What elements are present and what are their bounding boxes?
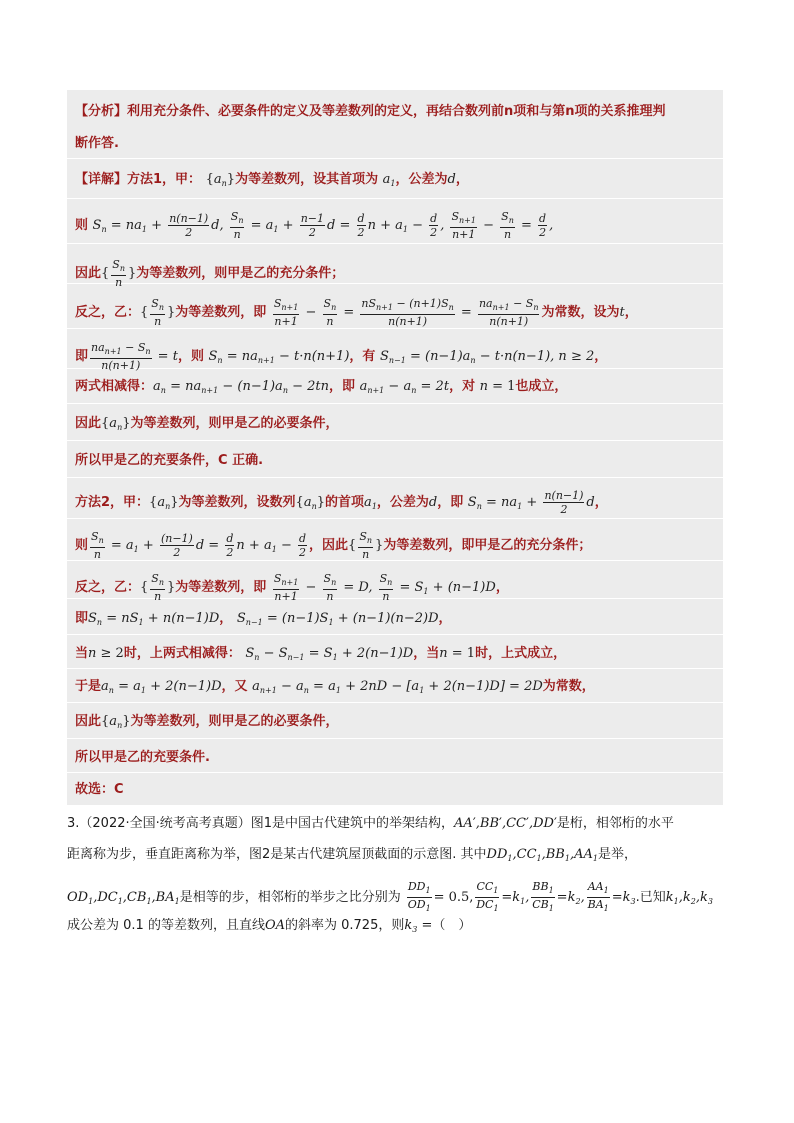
- analysis-text-cont: 断作答.: [75, 136, 119, 151]
- formula: $a_{n+1} - a_n = 2t$: [359, 379, 450, 395]
- text: ，当: [413, 646, 440, 661]
- formula: $DD_1,CC_1,BB_1,AA_1$: [486, 847, 598, 863]
- detail-line-1: [75, 171, 469, 193]
- text: ，因此: [309, 538, 349, 553]
- formula: $\{a_n\}$: [101, 416, 131, 432]
- formula: $\{a_n\}$: [149, 495, 179, 511]
- text: ，即: [329, 379, 356, 394]
- text: 为等差数列，设其首项为: [235, 172, 379, 187]
- formula: n ≥ 2: [88, 646, 124, 661]
- divider: [67, 772, 723, 773]
- question-line-2: [67, 846, 637, 868]
- detail-line-7: [75, 415, 339, 437]
- text: 两式相减得：: [75, 379, 154, 394]
- detail-line-5: [75, 341, 607, 372]
- text: 于是: [75, 679, 102, 694]
- text: 反之，乙：: [75, 580, 141, 595]
- formula: d: [428, 495, 438, 510]
- formula: AA′,BB′,CC′,DD′: [454, 816, 557, 831]
- text: ，有: [349, 349, 376, 364]
- formula: n = 1: [479, 379, 516, 394]
- text: （ ）: [432, 918, 472, 933]
- formula: $S_n - S_{n-1} = S_1 + 2(n-1)D$: [245, 646, 414, 662]
- formula: $\frac{S_{n+1}}{n+1}$ − $\frac{S_n}{n}$ = D, $\frac{S_n}{n}$ = $S_1 + (n-1)D$: [273, 572, 496, 603]
- analysis-line-cont: [75, 135, 119, 153]
- text: 距离称为步，垂直距离称为举，图2是某古代建筑屋顶截面的示意图. 其中: [67, 847, 487, 862]
- detail-tag: 【详解】: [75, 172, 128, 187]
- text: 方法2，甲：: [75, 495, 150, 510]
- formula: $\frac{S_n}{n}$ = $a_1$ + $\frac{(n-1)}{2}$ d = $\frac{d}{2}$ $n + a_1$ − $\frac{d}{2}$: [91, 530, 307, 561]
- formula: { $\frac{S_n}{n}$ }: [348, 530, 384, 561]
- method2-line-6: [75, 678, 595, 700]
- text: 时，上式成立，: [475, 646, 567, 661]
- question-line-3: [67, 880, 713, 915]
- formula: $S_n = nS_1 + n(n-1)D$: [88, 611, 220, 627]
- divider: [67, 440, 723, 441]
- analysis-text: 利用充分条件、必要条件的定义及等差数列的定义，再结合数列前n项和与第n项的关系推理判: [127, 104, 666, 119]
- text: 为等差数列，则甲是乙的必要条件，: [130, 714, 339, 729]
- formula: $\frac{S_{n+1}}{n+1}$ − $\frac{S_n}{n}$ = $\frac{nS_{n+1} - (n+1)S_n}{n(n+1)}$ = $\frac{na_{n+1} - S_n}{n(n+1)}$: [273, 297, 539, 328]
- divider: [67, 198, 723, 199]
- divider: [67, 702, 723, 703]
- text: ，: [219, 611, 233, 626]
- text: ，: [438, 611, 452, 626]
- formula: $S_{n-1} = (n-1)S_1 + (n-1)(n-2)D$: [236, 611, 439, 627]
- formula: $S_{n-1} = (n-1)a_n - t\cdot n(n-1)$, n ≥ 2: [379, 349, 595, 365]
- divider: [67, 403, 723, 404]
- text: 为等差数列，即: [175, 305, 267, 320]
- text: 是相等的步，相邻桁的举步之比分别为: [179, 890, 401, 905]
- text: 为等差数列，设数列: [178, 495, 296, 510]
- detail-line-3: [75, 258, 344, 289]
- text: 也成立，: [515, 379, 568, 394]
- text: 所以甲是乙的充要条件，C 正确.: [75, 453, 264, 468]
- formula: d: [447, 172, 456, 187]
- text: ，: [495, 580, 509, 595]
- formula: $\frac{na_{n+1} - S_n}{n(n+1)}$ = t: [91, 341, 178, 372]
- formula: $\{a_n\}$: [101, 714, 131, 730]
- text: 即: [75, 611, 89, 626]
- method2-line-9: [75, 781, 124, 799]
- text: 反之，乙：: [75, 305, 141, 320]
- text: ，公差为: [395, 172, 448, 187]
- divider: [67, 668, 723, 669]
- formula: $S_n = na_{n+1} - t\cdot n(n+1)$: [208, 349, 350, 365]
- formula: $OD_1,DC_1,CB_1,BA_1$: [67, 890, 180, 906]
- text: ，: [594, 495, 608, 510]
- formula: $k_3$ =: [404, 918, 433, 934]
- question-line-4: [67, 917, 471, 939]
- method2-line-2: [75, 530, 591, 561]
- divider: [67, 328, 723, 329]
- text: 的首项: [325, 495, 365, 510]
- analysis-tag: 【分析】: [75, 104, 128, 119]
- formula: $a_n = na_{n+1} - (n-1)a_n - 2tn$: [153, 379, 330, 395]
- text: 所以甲是乙的充要条件.: [75, 750, 210, 765]
- text: 当: [75, 646, 89, 661]
- text: 是举，: [597, 847, 637, 862]
- text: 为等差数列，则甲是乙的充分条件；: [136, 266, 345, 281]
- text: 故选：C: [75, 782, 124, 797]
- text: 的斜率为 0.725，则: [285, 918, 405, 933]
- formula: $\frac{DD_1}{OD_1}$ = 0.5, $\frac{CC_1}{DC_1}$ $=k_1$, $\frac{BB_1}{CB_1}$ $=k_2$, $\frac{AA_1}{BA_1}$ $=k_3$: [407, 880, 636, 913]
- question-line-1: [67, 815, 674, 833]
- divider: [67, 477, 723, 478]
- text: 因此: [75, 416, 102, 431]
- detail-line-4: [75, 297, 638, 328]
- formula: $\{a_n\}$: [295, 495, 326, 511]
- text: 成公差为 0.1 的等差数列，且直线: [67, 918, 265, 933]
- divider: [67, 518, 723, 519]
- formula: $a_1$: [364, 495, 377, 511]
- formula: n = 1: [439, 646, 476, 661]
- formula: $a_{n+1} - a_n = a_1 + 2nD - [a_1 + 2(n-1)D] = 2D$: [252, 679, 543, 695]
- text: 时，上两式相减得：: [123, 646, 241, 661]
- text: 因此: [75, 266, 102, 281]
- formula: $a_n = a_1 + 2(n-1)D$: [101, 679, 222, 695]
- text: 是桁，相邻桁的水平: [556, 816, 674, 831]
- text: 为等差数列，即: [175, 580, 267, 595]
- divider: [67, 738, 723, 739]
- detail-line-6: [75, 378, 567, 400]
- formula: $\{a_n\}$: [205, 172, 236, 188]
- text: 则: [75, 218, 89, 233]
- text: 方法1，甲：: [127, 172, 202, 187]
- method2-line-4: [75, 610, 452, 632]
- text: 为等差数列，则甲是乙的必要条件，: [130, 416, 339, 431]
- formula: $S_n = na_1$ + $\frac{n(n-1)}{2}$ d: [467, 489, 595, 516]
- text: 3.（2022·全国·统考高考真题）图1是中国古代建筑中的举架结构，: [67, 816, 455, 831]
- method2-line-7: [75, 713, 339, 735]
- divider: [67, 634, 723, 635]
- divider: [67, 243, 723, 244]
- text: ，即: [437, 495, 464, 510]
- text: ，: [624, 305, 638, 320]
- method2-line-8: [75, 749, 210, 767]
- analysis-line: [75, 103, 666, 121]
- method2-line-1: [75, 489, 608, 516]
- method2-line-3: [75, 572, 509, 603]
- divider: [67, 158, 723, 159]
- text: .已知: [635, 890, 666, 905]
- text: ，: [455, 172, 469, 187]
- method2-line-5: [75, 645, 566, 667]
- text: 则: [75, 538, 89, 553]
- text: 为等差数列，即甲是乙的充分条件；: [383, 538, 592, 553]
- text: ，又: [221, 679, 248, 694]
- text: ，对: [449, 379, 476, 394]
- formula: { $\frac{S_n}{n}$ }: [140, 572, 176, 603]
- text: ，公差为: [376, 495, 429, 510]
- text: ，: [594, 349, 608, 364]
- text: 为常数，: [542, 679, 595, 694]
- detail-line-2: [75, 210, 553, 241]
- formula: t: [619, 305, 625, 320]
- formula: $S_n = na_1$ + $\frac{n(n-1)}{2}$ d, $\frac{S_n}{n}$ = $a_1$ + $\frac{n-1}{2}$ d = $\frac{d}{2}$ $n + a_1$ − $\frac{d}{2}$ , $\frac{S_{n+1}}{n+1}$ − $\frac{S_n}{n}$ = $\frac{d}{2}$ ,: [92, 210, 554, 241]
- formula: OA: [264, 918, 285, 933]
- text: 因此: [75, 714, 102, 729]
- formula: $a_1$: [382, 172, 396, 188]
- formula: { $\frac{S_n}{n}$ }: [140, 297, 176, 328]
- text: 为常数，设为: [541, 305, 620, 320]
- text: ，则: [177, 349, 204, 364]
- formula: { $\frac{S_n}{n}$ }: [101, 258, 137, 289]
- text: 即: [75, 349, 89, 364]
- formula: $k_1,k_2,k_3$: [665, 890, 713, 906]
- detail-line-8: [75, 452, 263, 470]
